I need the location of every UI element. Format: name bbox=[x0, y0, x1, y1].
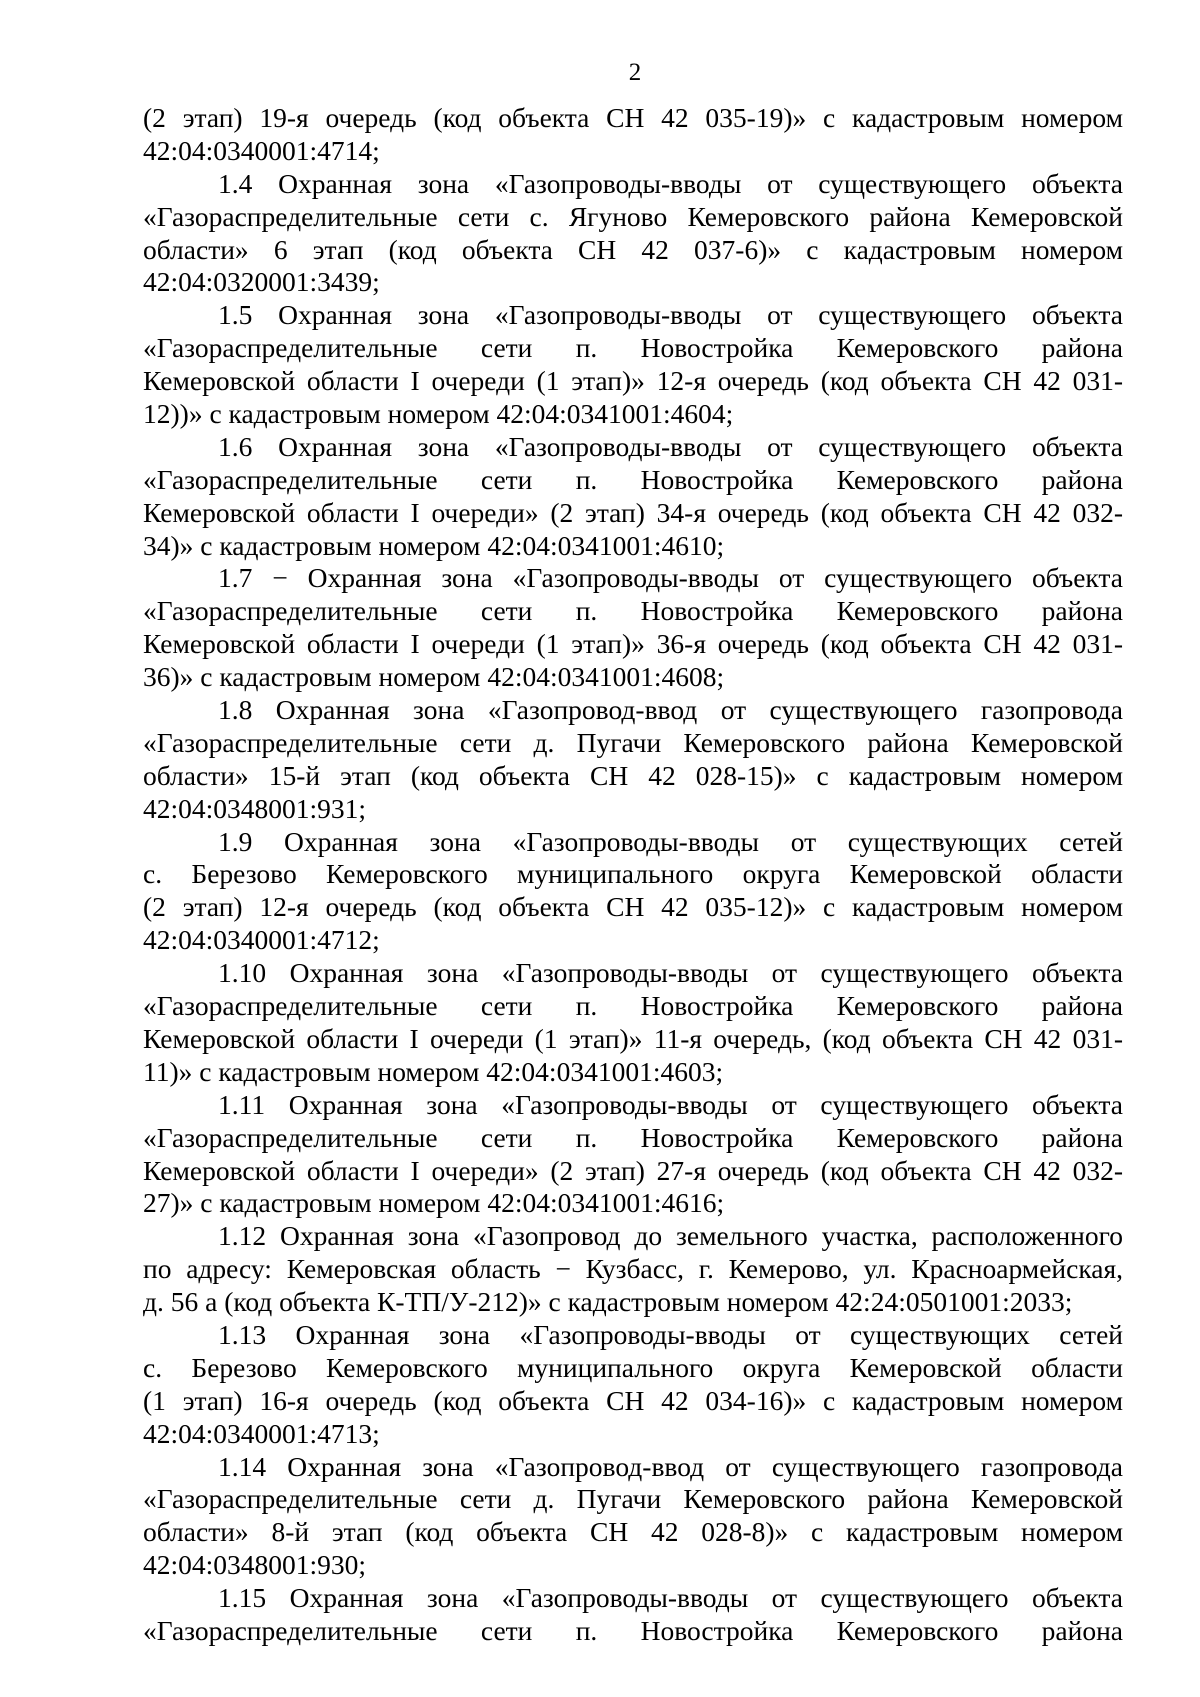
text-line: с. Березово Кемеровского муниципального округа Кемеровской области bbox=[143, 858, 1123, 890]
text-line: (2 этап) 12-я очередь (код объекта СН 42 035-12)» с кадастровым номером bbox=[143, 891, 1123, 923]
text-line: «Газораспределительные сети с. Ягуново Кемеровского района Кемеровской bbox=[143, 200, 1123, 232]
text-line: Кемеровской области I очереди» (2 этап) 34-я очередь (код объекта СН 42 032- bbox=[143, 496, 1123, 528]
text-line: 1.10 Охранная зона «Газопроводы-вводы от существующего объекта bbox=[218, 957, 1123, 989]
text-line: (1 этап) 16-я очередь (код объекта СН 42 034-16)» с кадастровым номером bbox=[143, 1384, 1123, 1416]
text-line: «Газораспределительные сети п. Новостройка Кемеровского района bbox=[143, 332, 1123, 364]
text-line: «Газораспределительные сети п. Новостройка Кемеровского района bbox=[143, 463, 1123, 495]
text-line: «Газораспределительные сети д. Пугачи Кемеровского района Кемеровской bbox=[143, 726, 1123, 758]
text-line: 1.15 Охранная зона «Газопроводы-вводы от существующего объекта bbox=[218, 1582, 1123, 1614]
text-line: «Газораспределительные сети д. Пугачи Кемеровского района Кемеровской bbox=[143, 1483, 1123, 1515]
text-line: 36)» с кадастровым номером 42:04:0341001:4608; bbox=[143, 661, 725, 693]
text-line: 1.11 Охранная зона «Газопроводы-вводы от существующего объекта bbox=[218, 1088, 1123, 1120]
text-line: 1.14 Охранная зона «Газопровод-ввод от существующего газопровода bbox=[218, 1450, 1123, 1482]
text-line: 42:04:0340001:4714; bbox=[143, 134, 380, 166]
text-line: 1.12 Охранная зона «Газопровод до земельного участка, расположенного bbox=[218, 1220, 1123, 1252]
text-line: 27)» с кадастровым номером 42:04:0341001:4616; bbox=[143, 1187, 725, 1219]
text-line: области» 6 этап (код объекта СН 42 037-6)» с кадастровым номером bbox=[143, 233, 1123, 265]
text-line: 1.7 − Охранная зона «Газопроводы-вводы от существующего объекта bbox=[218, 562, 1123, 594]
text-line: 42:04:0340001:4713; bbox=[143, 1417, 380, 1449]
text-line: области» 8-й этап (код объекта СН 42 028-8)» с кадастровым номером bbox=[143, 1516, 1123, 1548]
text-line: Кемеровской области I очереди (1 этап)» 12-я очередь (код объекта СН 42 031- bbox=[143, 365, 1123, 397]
text-line: 42:04:0348001:930; bbox=[143, 1549, 367, 1581]
text-line: 12))» с кадастровым номером 42:04:0341001:4604; bbox=[143, 398, 734, 430]
text-line: «Газораспределительные сети п. Новостройка Кемеровского района bbox=[143, 1121, 1123, 1153]
text-line: 1.13 Охранная зона «Газопроводы-вводы от существующих сетей bbox=[218, 1318, 1123, 1350]
text-line: (2 этап) 19-я очередь (код объекта СН 42 035-19)» с кадастровым номером bbox=[143, 102, 1123, 133]
text-line: области» 15-й этап (код объекта СН 42 028-15)» с кадастровым номером bbox=[143, 759, 1123, 791]
text-line: «Газораспределительные сети п. Новостройка Кемеровского района bbox=[143, 1614, 1123, 1646]
text-line: 1.9 Охранная зона «Газопроводы-вводы от существующих сетей bbox=[218, 825, 1123, 857]
text-line: 42:04:0340001:4712; bbox=[143, 924, 380, 956]
text-line: 1.5 Охранная зона «Газопроводы-вводы от существующего объекта bbox=[218, 299, 1123, 331]
text-line: Кемеровской области I очереди (1 этап)» 36-я очередь (код объекта СН 42 031- bbox=[143, 628, 1123, 660]
text-line: 42:04:0348001:931; bbox=[143, 792, 367, 824]
text-line: 34)» с кадастровым номером 42:04:0341001:4610; bbox=[143, 529, 725, 561]
text-line: 11)» с кадастровым номером 42:04:0341001:4603; bbox=[143, 1055, 724, 1087]
text-line: д. 56 а (код объекта К-ТП/У-212)» с кадастровым номером 42:24:0501001:2033; bbox=[143, 1286, 1073, 1318]
text-line: с. Березово Кемеровского муниципального округа Кемеровской области bbox=[143, 1351, 1123, 1383]
text-line: 1.8 Охранная зона «Газопровод-ввод от существующего газопровода bbox=[218, 694, 1123, 726]
text-line: 42:04:0320001:3439; bbox=[143, 266, 380, 298]
document-body bbox=[143, 102, 1123, 1648]
text-line: Кемеровской области I очереди (1 этап)» 11-я очередь, (код объекта СН 42 031- bbox=[143, 1022, 1123, 1054]
text-line: «Газораспределительные сети п. Новостройка Кемеровского района bbox=[143, 990, 1123, 1022]
text-line: «Газораспределительные сети п. Новостройка Кемеровского района bbox=[143, 595, 1123, 627]
text-line: по адресу: Кемеровская область − Кузбасс, г. Кемерово, ул. Красноармейская, bbox=[143, 1253, 1123, 1285]
page-number: 2 bbox=[628, 59, 642, 86]
text-line: 1.4 Охранная зона «Газопроводы-вводы от существующего объекта bbox=[218, 167, 1123, 199]
text-line: Кемеровской области I очереди» (2 этап) 27-я очередь (код объекта СН 42 032- bbox=[143, 1154, 1123, 1186]
text-line: 1.6 Охранная зона «Газопроводы-вводы от существующего объекта bbox=[218, 430, 1123, 462]
